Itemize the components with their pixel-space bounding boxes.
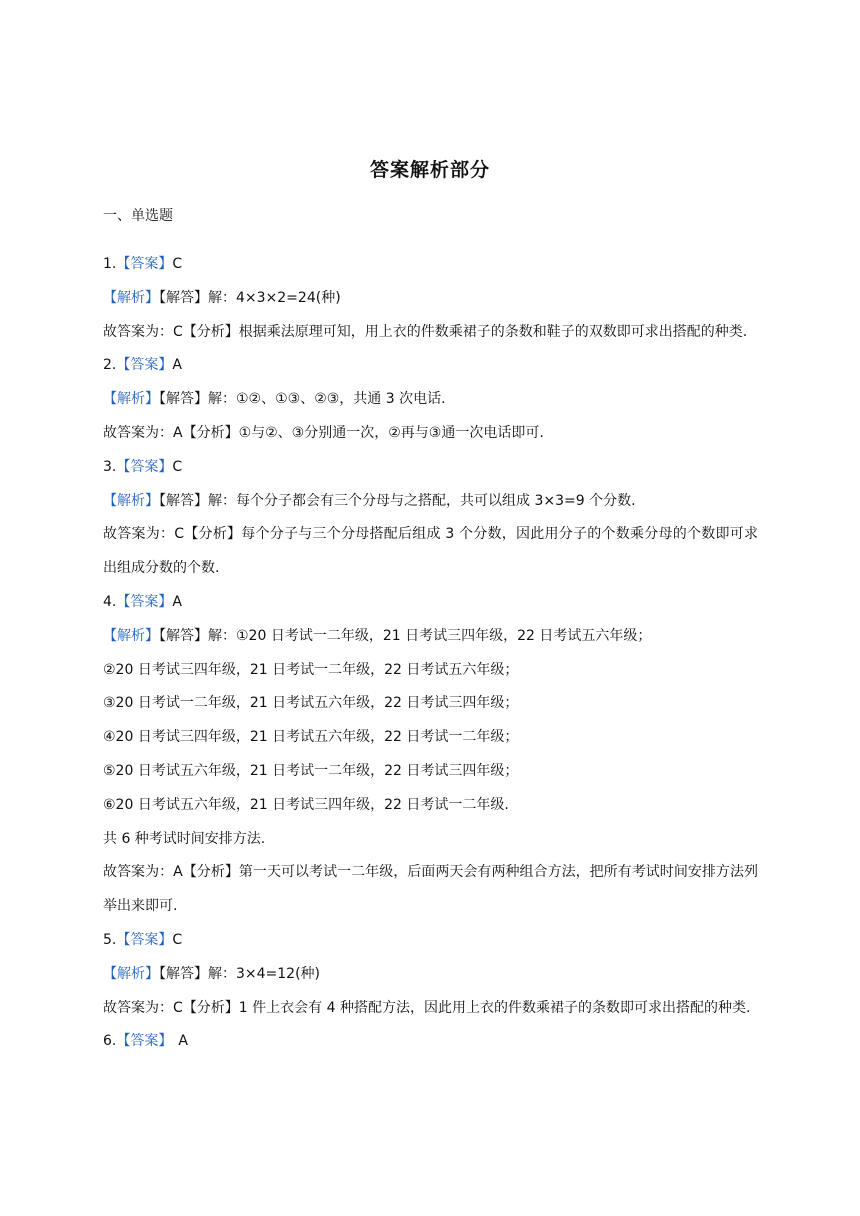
solution-extra-line: ⑥20 日考试五六年级，21 日考试三四年级，22 日考试一二年级. [103,796,509,813]
answer-line [103,349,758,383]
answer-list [103,248,758,1059]
solution-extra-line: ③20 日考试一二年级，21 日考试五六年级，22 日考试三四年级； [103,695,519,712]
solution-text: 【解答】解：①②、①③、②③，共通 3 次电话. [159,391,446,408]
answer-choice: C [172,931,183,948]
solution-line [103,620,758,654]
answer-line [103,248,758,282]
answer-label: 【答案】 [116,593,173,610]
solution-line [103,485,758,519]
solution-extra-line: ⑤20 日考试五六年级，21 日考试一二年级，22 日考试三四年级； [103,762,519,779]
question-number: 2. [103,357,117,374]
answer-label: 【答案】 [116,357,173,374]
explanation-text: 故答案为：C【分析】1 件上衣会有 4 种搭配方法，因此用上衣的件数乘裙子的条数即可求出搭配的种类. [103,999,751,1016]
answer-line [103,1025,758,1059]
question-number: 1. [103,256,117,272]
analysis-label: 【解析】 [103,492,159,509]
answer-item [103,586,758,924]
answer-line [103,924,758,958]
question-number: 5. [103,931,117,948]
answer-item [103,349,758,450]
explanation-text: 故答案为：A【分析】第一天可以考试一二年级，后面两天会有两种组合方法，把所有考试时间安排方法列举出来即可. [103,864,758,915]
solution-line [103,958,758,992]
analysis-label: 【解析】 [103,627,159,644]
analysis-label: 【解析】 [103,289,159,306]
solution-line [103,383,758,417]
answer-choice: C [172,256,183,272]
answer-choice: A [172,593,182,610]
answer-label: 【答案】 [116,458,173,475]
solution-text: 【解答】解：4×3×2=24(种) [159,289,341,306]
answer-label: 【答案】 [116,256,173,272]
answer-label: 【答案】 [116,931,173,948]
answer-choice: C [172,458,183,475]
question-number: 6. [103,1033,117,1050]
solution-line [103,282,758,316]
answer-line [103,451,758,485]
answer-item [103,248,758,349]
solution-text: 【解答】解：3×4=12(种) [159,965,321,982]
analysis-label: 【解析】 [103,965,159,982]
answer-label: 【答案】 [116,1033,173,1050]
solution-extra-line: ②20 日考试三四年级，21 日考试一二年级，22 日考试五六年级； [103,661,519,678]
page-title: 答案解析部分 [369,159,490,181]
section-heading: 一、单选题 [103,208,173,224]
answer-item [103,924,758,1025]
question-number: 3. [103,458,117,475]
question-number: 4. [103,593,117,610]
solution-extra-line: 共 6 种考试时间安排方法. [103,830,266,847]
answer-line [103,586,758,620]
explanation-text: 故答案为：C【分析】每个分子与三个分母搭配后组成 3 个分数，因此用分子的个数乘分母的个数即可求出组成分数的个数. [103,526,758,577]
answer-item [103,451,758,586]
solution-extra-line: ④20 日考试三四年级，21 日考试五六年级，22 日考试一二年级； [103,729,519,746]
explanation-text: 故答案为：A【分析】①与②、③分别通一次，②再与③通一次电话即可. [103,424,544,441]
solution-text: 【解答】解：每个分子都会有三个分母与之搭配，共可以组成 3×3=9 个分数. [159,492,636,509]
answer-choice: A [178,1033,188,1050]
analysis-label: 【解析】 [103,391,159,408]
solution-text: 【解答】解：①20 日考试一二年级，21 日考试三四年级，22 日考试五六年级； [159,627,652,644]
answer-choice: A [172,357,182,374]
explanation-text: 故答案为：C【分析】根据乘法原理可知，用上衣的件数乘裙子的条数和鞋子的双数即可求出搭配的种类. [103,323,748,340]
